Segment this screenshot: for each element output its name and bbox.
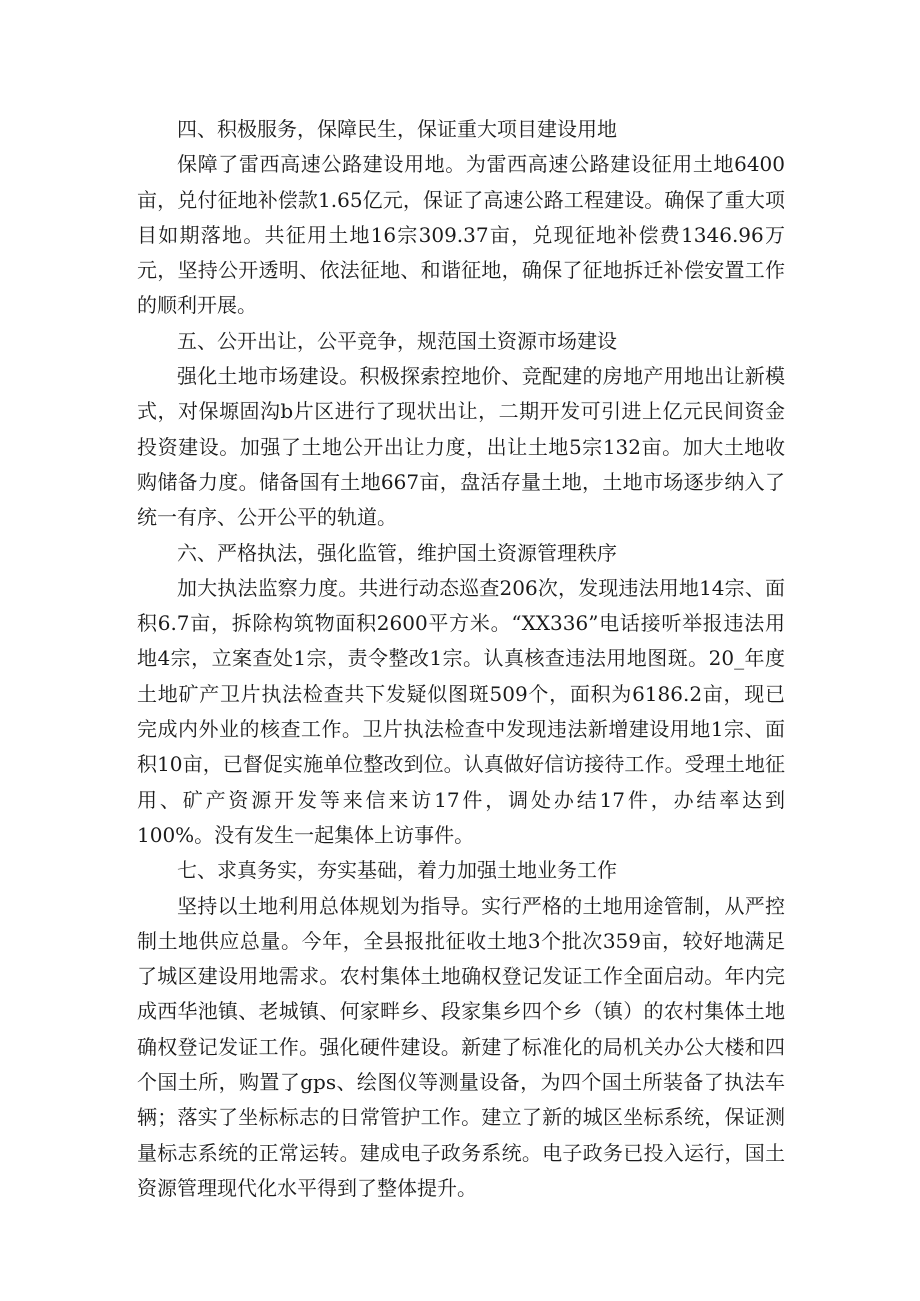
section-paragraph-6: 加大执法监察力度。共进行动态巡查206次，发现违法用地14宗、面积6.7亩，拆除构筑物面积2600平方米。“XX336”电话接听举报违法用地4宗，立案查处1宗，责令整改1宗。认真核查违法用地图斑。20_年度土地矿产卫片执法检查共下发疑似图斑509个，面积为6186.2亩，现已完成内外业的核查工作。卫片执法检查中发现违法新增建设用地1宗、面积10亩，已督促实施单位整改到位。认真做好信访接待工作。受理土地征用、矿产资源开发等来信来访17件，调处办结17件，办结率达到100%。没有发生一起集体上访事件。: [137, 575, 785, 847]
document-body: [137, 112, 785, 1206]
section-heading-7: 七、求真务实，夯实基础，着力加强土地业务工作: [177, 858, 617, 883]
section-heading-6: 六、严格执法，强化监管，维护国土资源管理秩序: [177, 540, 617, 565]
section-heading-4: 四、积极服务，保障民生，保证重大项目建设用地: [177, 117, 617, 141]
section-paragraph-5: 强化土地市场建设。积极探索控地价、竞配建的房地产用地出让新模式，对保塬固沟b片区进行了现状出让，二期开发可引进上亿元民间资金投资建设。加强了土地公开出让力度，出让土地5宗132亩。加大土地收购储备力度。储备国有土地667亩，盘活存量土地，土地市场逐步纳入了统一有序、公开公平的轨道。: [137, 364, 785, 530]
section-paragraph-4: 保障了雷西高速公路建设用地。为雷西高速公路建设征用土地6400亩，兑付征地补偿款1.65亿元，保证了高速公路工程建设。确保了重大项目如期落地。共征用土地16宗309.37亩，兑现征地补偿费1346.96万元，坚持公开透明、依法征地、和谐征地，确保了征地拆迁补偿安置工作的顺利开展。: [137, 152, 785, 318]
section-paragraph-7: 坚持以土地利用总体规划为指导。实行严格的土地用途管制，从严控制土地供应总量。今年，全县报批征收土地3个批次359亩，较好地满足了城区建设用地需求。农村集体土地确权登记发证工作全面启动。年内完成西华池镇、老城镇、何家畔乡、段家集乡四个乡（镇）的农村集体土地确权登记发证工作。强化硬件建设。新建了标准化的局机关办公大楼和四个国土所，购置了gps、绘图仪等测量设备，为四个国土所装备了执法车辆；落实了坐标标志的日常管护工作。建立了新的城区坐标系统，保证测量标志系统的正常运转。建成电子政务系统。电子政务已投入运行，国土资源管理现代化水平得到了整体提升。: [137, 893, 785, 1200]
section-heading-5: 五、公开出让，公平竞争，规范国土资源市场建设: [177, 328, 617, 353]
